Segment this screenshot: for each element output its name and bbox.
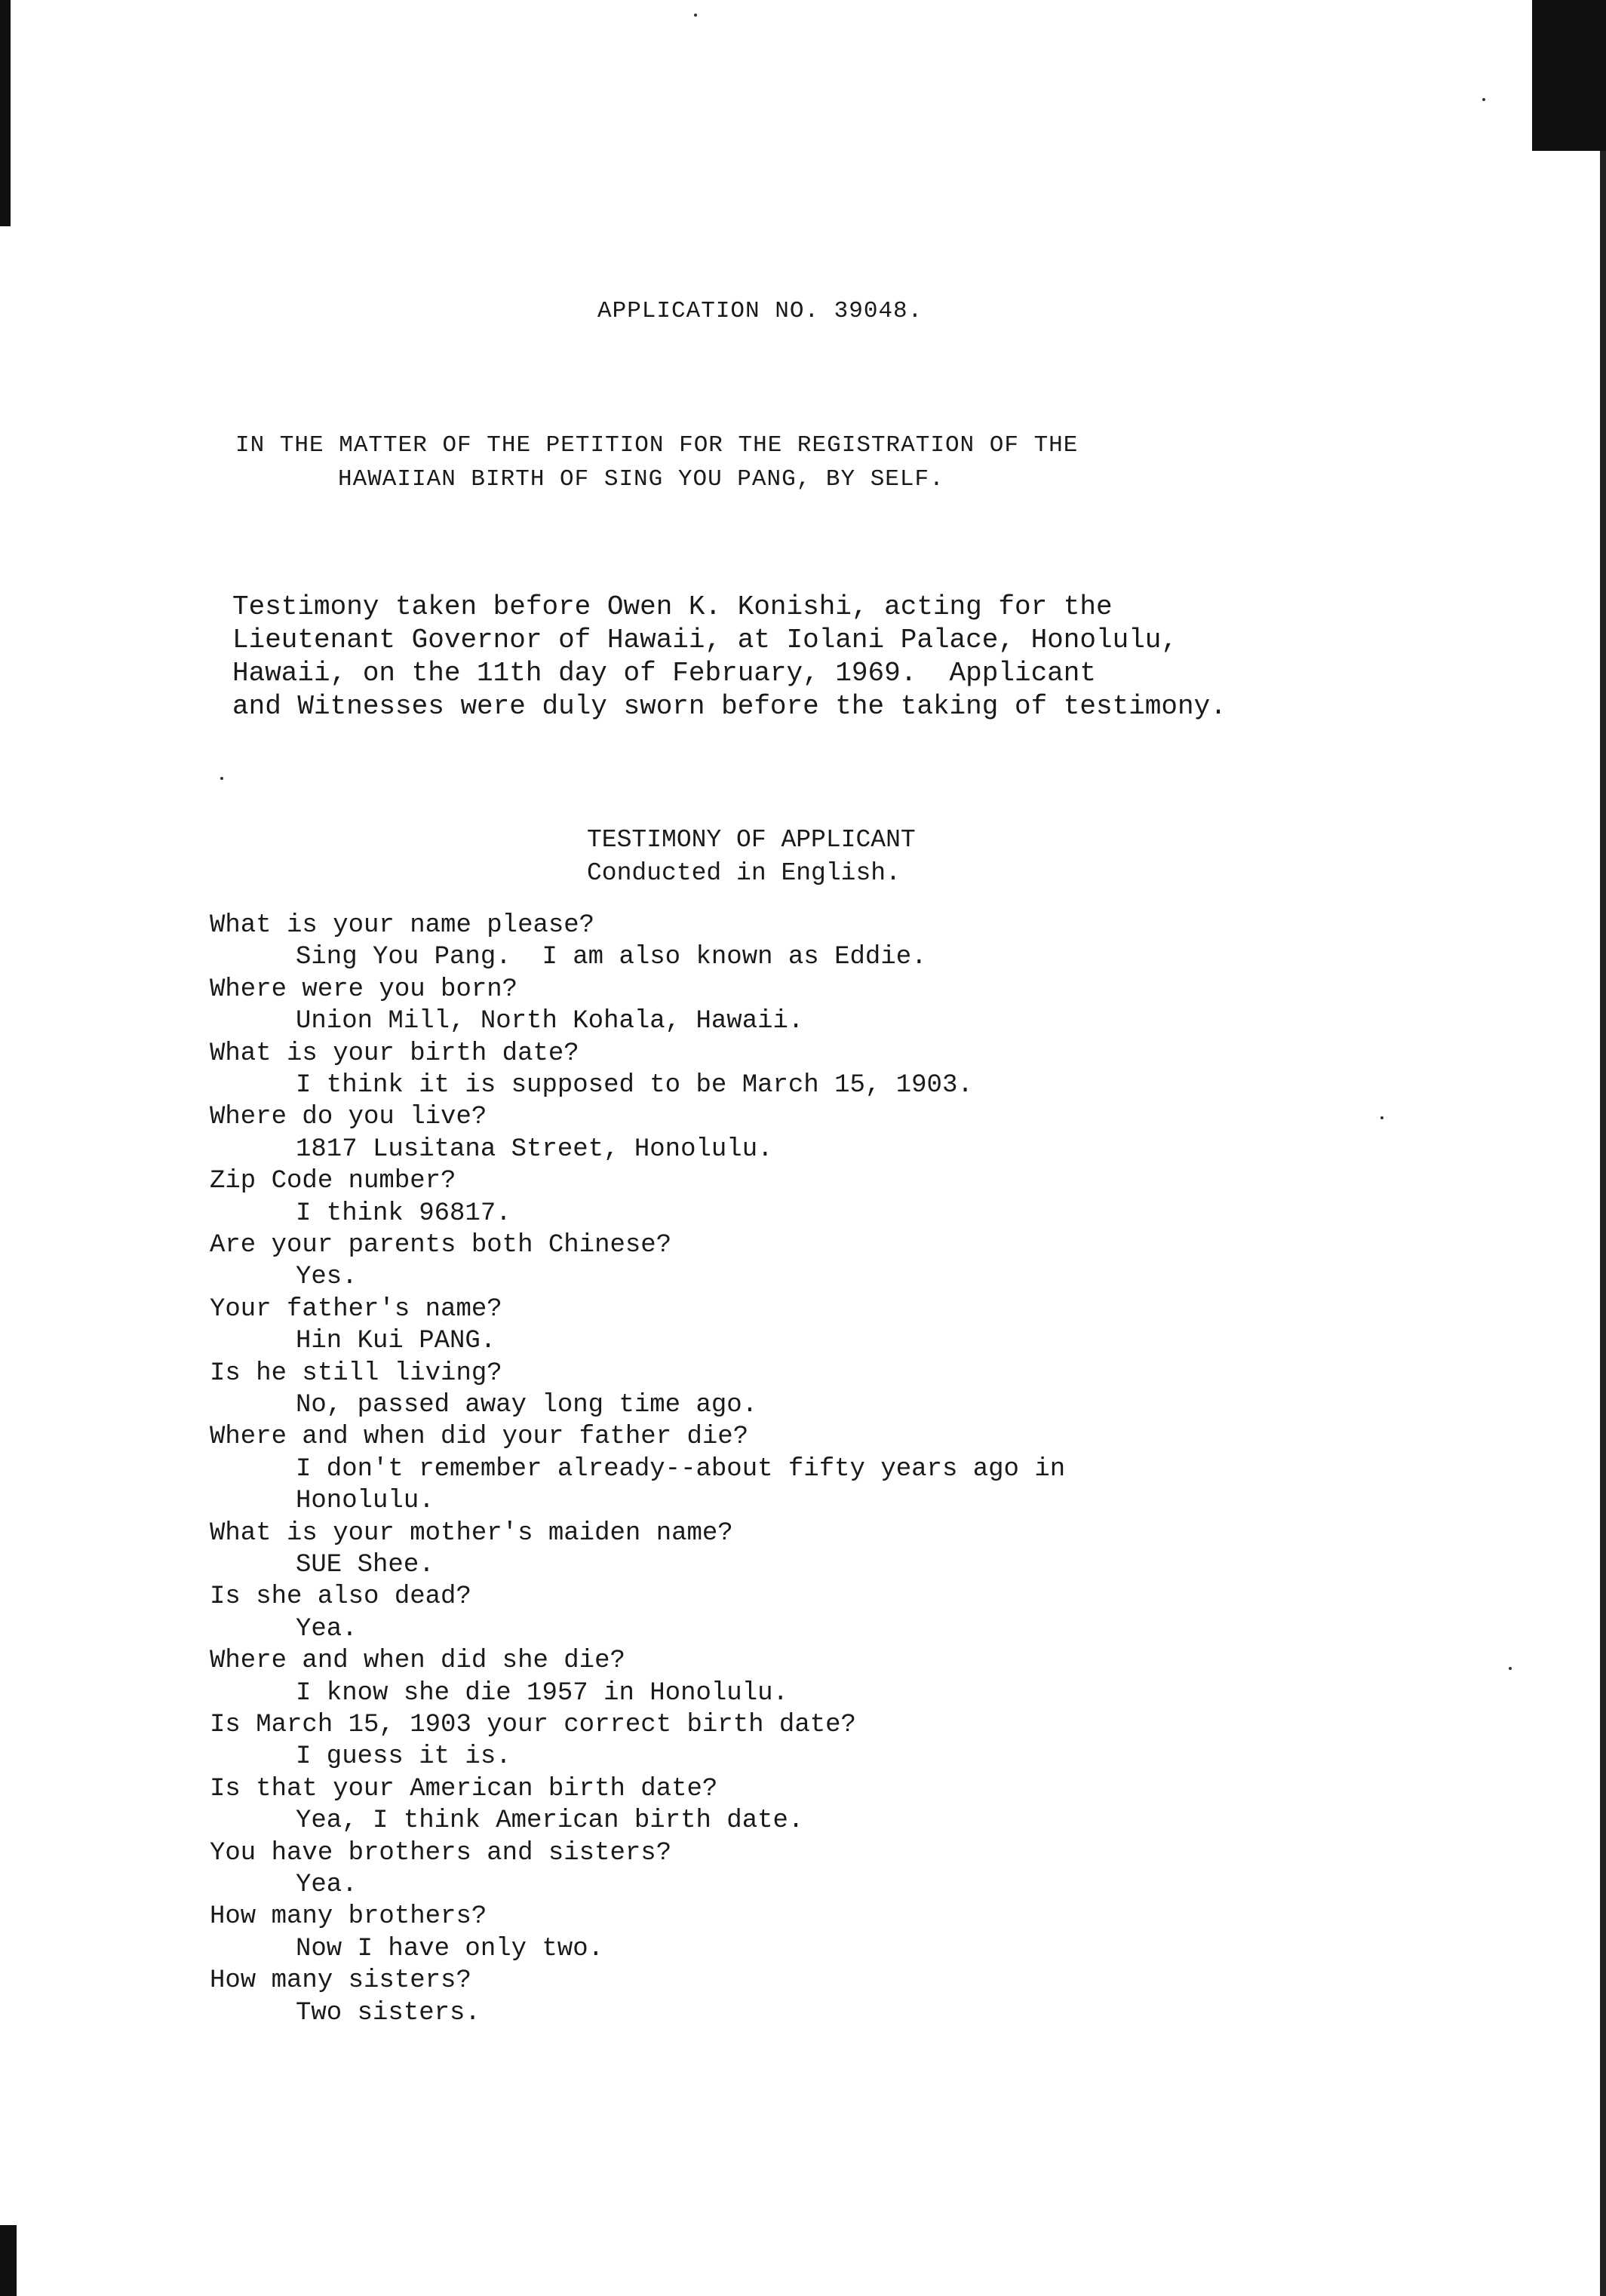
answer: Yea.: [296, 1870, 358, 1899]
question: Is March 15, 1903 your correct birth date?: [210, 1710, 856, 1739]
matter-heading: [235, 428, 1078, 496]
answer: Now I have only two.: [296, 1934, 604, 1963]
question: You have brothers and sisters?: [210, 1838, 672, 1868]
section-title: TESTIMONY OF APPLICANT: [587, 826, 916, 854]
answer: I know she die 1957 in Honolulu.: [296, 1678, 788, 1708]
question: Where and when did she die?: [210, 1647, 625, 1676]
question: Is she also dead?: [210, 1582, 471, 1612]
question: What is your mother's maiden name?: [210, 1518, 733, 1548]
answer: I think 96817.: [296, 1199, 511, 1228]
answer: No, passed away long time ago.: [296, 1390, 758, 1420]
question: Zip Code number?: [210, 1167, 456, 1196]
intro-line: Hawaii, on the 11th day of February, 1969. Applicant: [232, 658, 1096, 689]
question: How many brothers?: [210, 1902, 487, 1932]
section-subtitle: Conducted in English.: [587, 859, 901, 887]
answer: Yes.: [296, 1263, 358, 1292]
question: Where do you live?: [210, 1103, 487, 1132]
question: Your father's name?: [210, 1294, 502, 1324]
question: Where were you born?: [210, 975, 518, 1004]
answer: I don't remember already--about fifty years ago in: [296, 1454, 1066, 1484]
intro-line: Testimony taken before Owen K. Konishi, acting for the: [232, 591, 1113, 622]
application-number: APPLICATION NO. 39048.: [597, 298, 923, 324]
answer: Hin Kui PANG.: [296, 1327, 496, 1356]
answer: Sing You Pang. I am also known as Eddie.: [296, 943, 927, 972]
question: Are your parents both Chinese?: [210, 1230, 672, 1260]
intro-line: and Witnesses were duly sworn before the taking of testimony.: [232, 691, 1227, 722]
answer: I think it is supposed to be March 15, 1903.: [296, 1070, 973, 1100]
answer: 1817 Lusitana Street, Honolulu.: [296, 1134, 773, 1164]
answer: I guess it is.: [296, 1742, 511, 1772]
question: Is that your American birth date?: [210, 1774, 718, 1803]
answer: Two sisters.: [296, 1998, 481, 2027]
answer: Yea.: [296, 1614, 358, 1644]
matter-line: HAWAIIAN BIRTH OF SING YOU PANG, BY SELF.: [338, 466, 944, 493]
question: Where and when did your father die?: [210, 1423, 749, 1452]
intro-line: Lieutenant Governor of Hawaii, at Iolani Palace, Honolulu,: [232, 625, 1178, 655]
question: Is he still living?: [210, 1358, 502, 1388]
answer: Yea, I think American birth date.: [296, 1806, 804, 1836]
question: How many sisters?: [210, 1966, 471, 1996]
intro-paragraph: [232, 591, 1227, 723]
answer: Honolulu.: [296, 1487, 435, 1516]
matter-line: IN THE MATTER OF THE PETITION FOR THE REGISTRATION OF THE: [235, 432, 1079, 459]
question: What is your birth date?: [210, 1039, 579, 1068]
answer: Union Mill, North Kohala, Hawaii.: [296, 1007, 804, 1036]
testimony-heading: [587, 824, 916, 890]
testimony-qa-list: [210, 910, 1492, 2029]
answer: SUE Shee.: [296, 1550, 435, 1579]
question: What is your name please?: [210, 911, 595, 940]
